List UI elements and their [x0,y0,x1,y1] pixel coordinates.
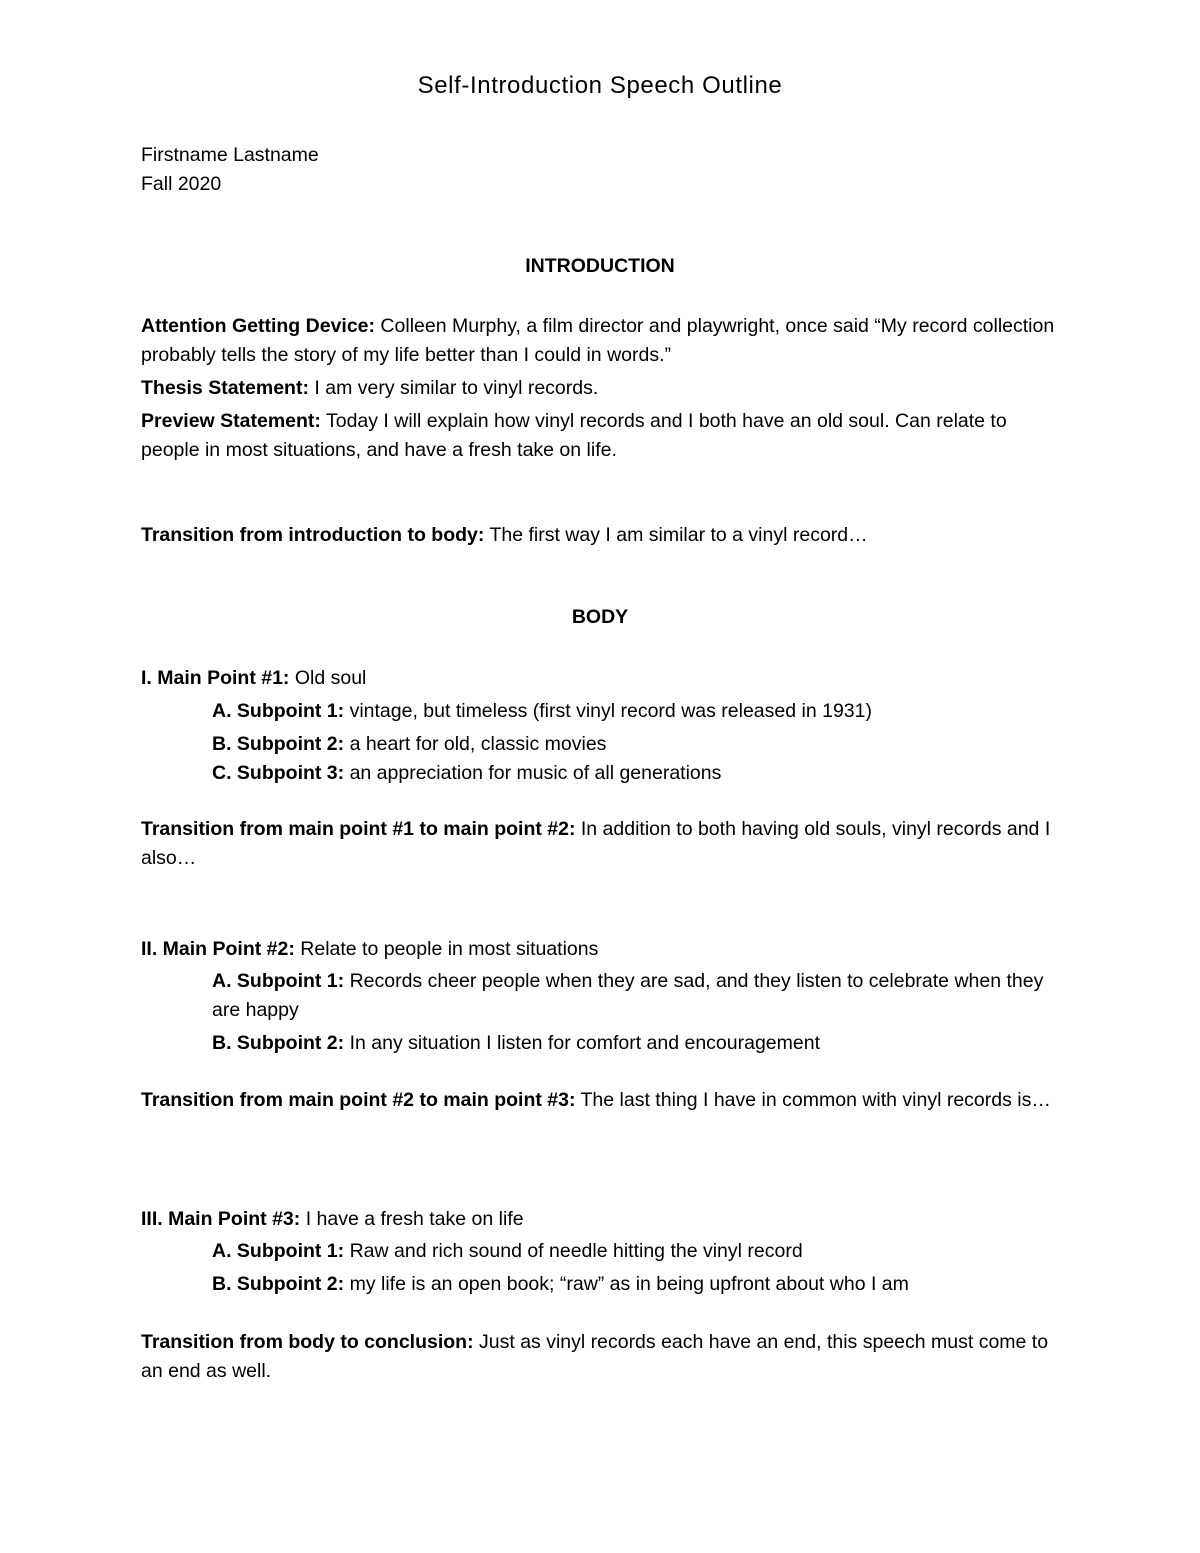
subpoint-label: B. Subpoint 2: [212,1273,345,1295]
attention-text: Colleen Murphy, a film director and playwright, once said “My record collection probably tells the story of my life better than I could in words.” [141,315,1055,366]
subpoint-label: C. Subpoint 3: [212,762,345,784]
subpoint [212,697,1052,726]
subpoint [212,759,1052,788]
subpoint-label: B. Subpoint 2: [212,1032,345,1054]
main-point-text: I have a fresh take on life [300,1208,524,1230]
attention-getting-device [141,312,1061,370]
main-point-label: II. Main Point #2: [141,938,295,960]
subpoint-text: a heart for old, classic movies [344,733,607,755]
thesis-label: Thesis Statement: [141,377,309,399]
main-point-text: Relate to people in most situations [294,938,599,960]
attention-label: Attention Getting Device: [141,315,376,337]
term-label: Fall 2020 [141,173,222,195]
main-point-label: I. Main Point #1: [141,667,290,689]
transition-intro-to-body [141,521,1061,550]
transition-label: Transition from main point #2 to main point #3: [141,1089,576,1111]
subpoint-label: A. Subpoint 1: [212,970,345,992]
transition-label: Transition from body to conclusion: [141,1331,474,1353]
subpoint-label: A. Subpoint 1: [212,700,345,722]
subpoint-text: Raw and rich sound of needle hitting the vinyl record [344,1240,803,1262]
main-point-3 [141,1205,1061,1234]
transition-label: Transition from main point #1 to main point #2: [141,818,576,840]
thesis-text: I am very similar to vinyl records. [308,377,599,399]
subpoint [212,1237,1052,1266]
transition-text: The first way I am similar to a vinyl record… [484,524,868,546]
subpoint [212,730,1052,759]
preview-text: Today I will explain how vinyl records and I both have an old soul. Can relate to people in most situations, and have a fresh take on life. [141,410,1007,461]
subpoint-text: vintage, but timeless (first vinyl record was released in 1931) [344,700,872,722]
preview-label: Preview Statement: [141,410,321,432]
thesis-statement [141,374,1061,403]
main-point-1 [141,664,1061,693]
subpoint-label: A. Subpoint 1: [212,1240,345,1262]
transition-text: The last thing I have in common with vinyl records is… [575,1089,1051,1111]
subpoint [212,1029,1052,1058]
subpoint-text: In any situation I listen for comfort and encouragement [344,1032,821,1054]
subpoint-text: my life is an open book; “raw” as in being upfront about who I am [344,1273,909,1295]
subpoint-text: an appreciation for music of all generations [344,762,722,784]
author-name: Firstname Lastname [141,144,319,166]
transition-text: Just as vinyl records each have an end, this speech must come to an end as well. [141,1331,1049,1382]
transition-main2-to-main3 [141,1086,1061,1115]
subpoint-label: B. Subpoint 2: [212,733,345,755]
subpoint [212,967,1052,1025]
subpoint-text: Records cheer people when they are sad, and they listen to celebrate when they are happy [212,970,1044,1021]
introduction-heading: INTRODUCTION [525,255,675,277]
preview-statement [141,407,1061,465]
subpoint [212,1270,1052,1299]
document-title: Self-Introduction Speech Outline [417,72,783,99]
main-point-2 [141,935,1061,964]
main-point-text: Old soul [289,667,367,689]
body-heading: BODY [571,606,629,628]
transition-text: In addition to both having old souls, vinyl records and I also… [141,818,1051,869]
main-point-label: III. Main Point #3: [141,1208,301,1230]
transition-label: Transition from introduction to body: [141,524,485,546]
transition-body-to-conclusion [141,1328,1061,1386]
transition-main1-to-main2 [141,815,1061,873]
